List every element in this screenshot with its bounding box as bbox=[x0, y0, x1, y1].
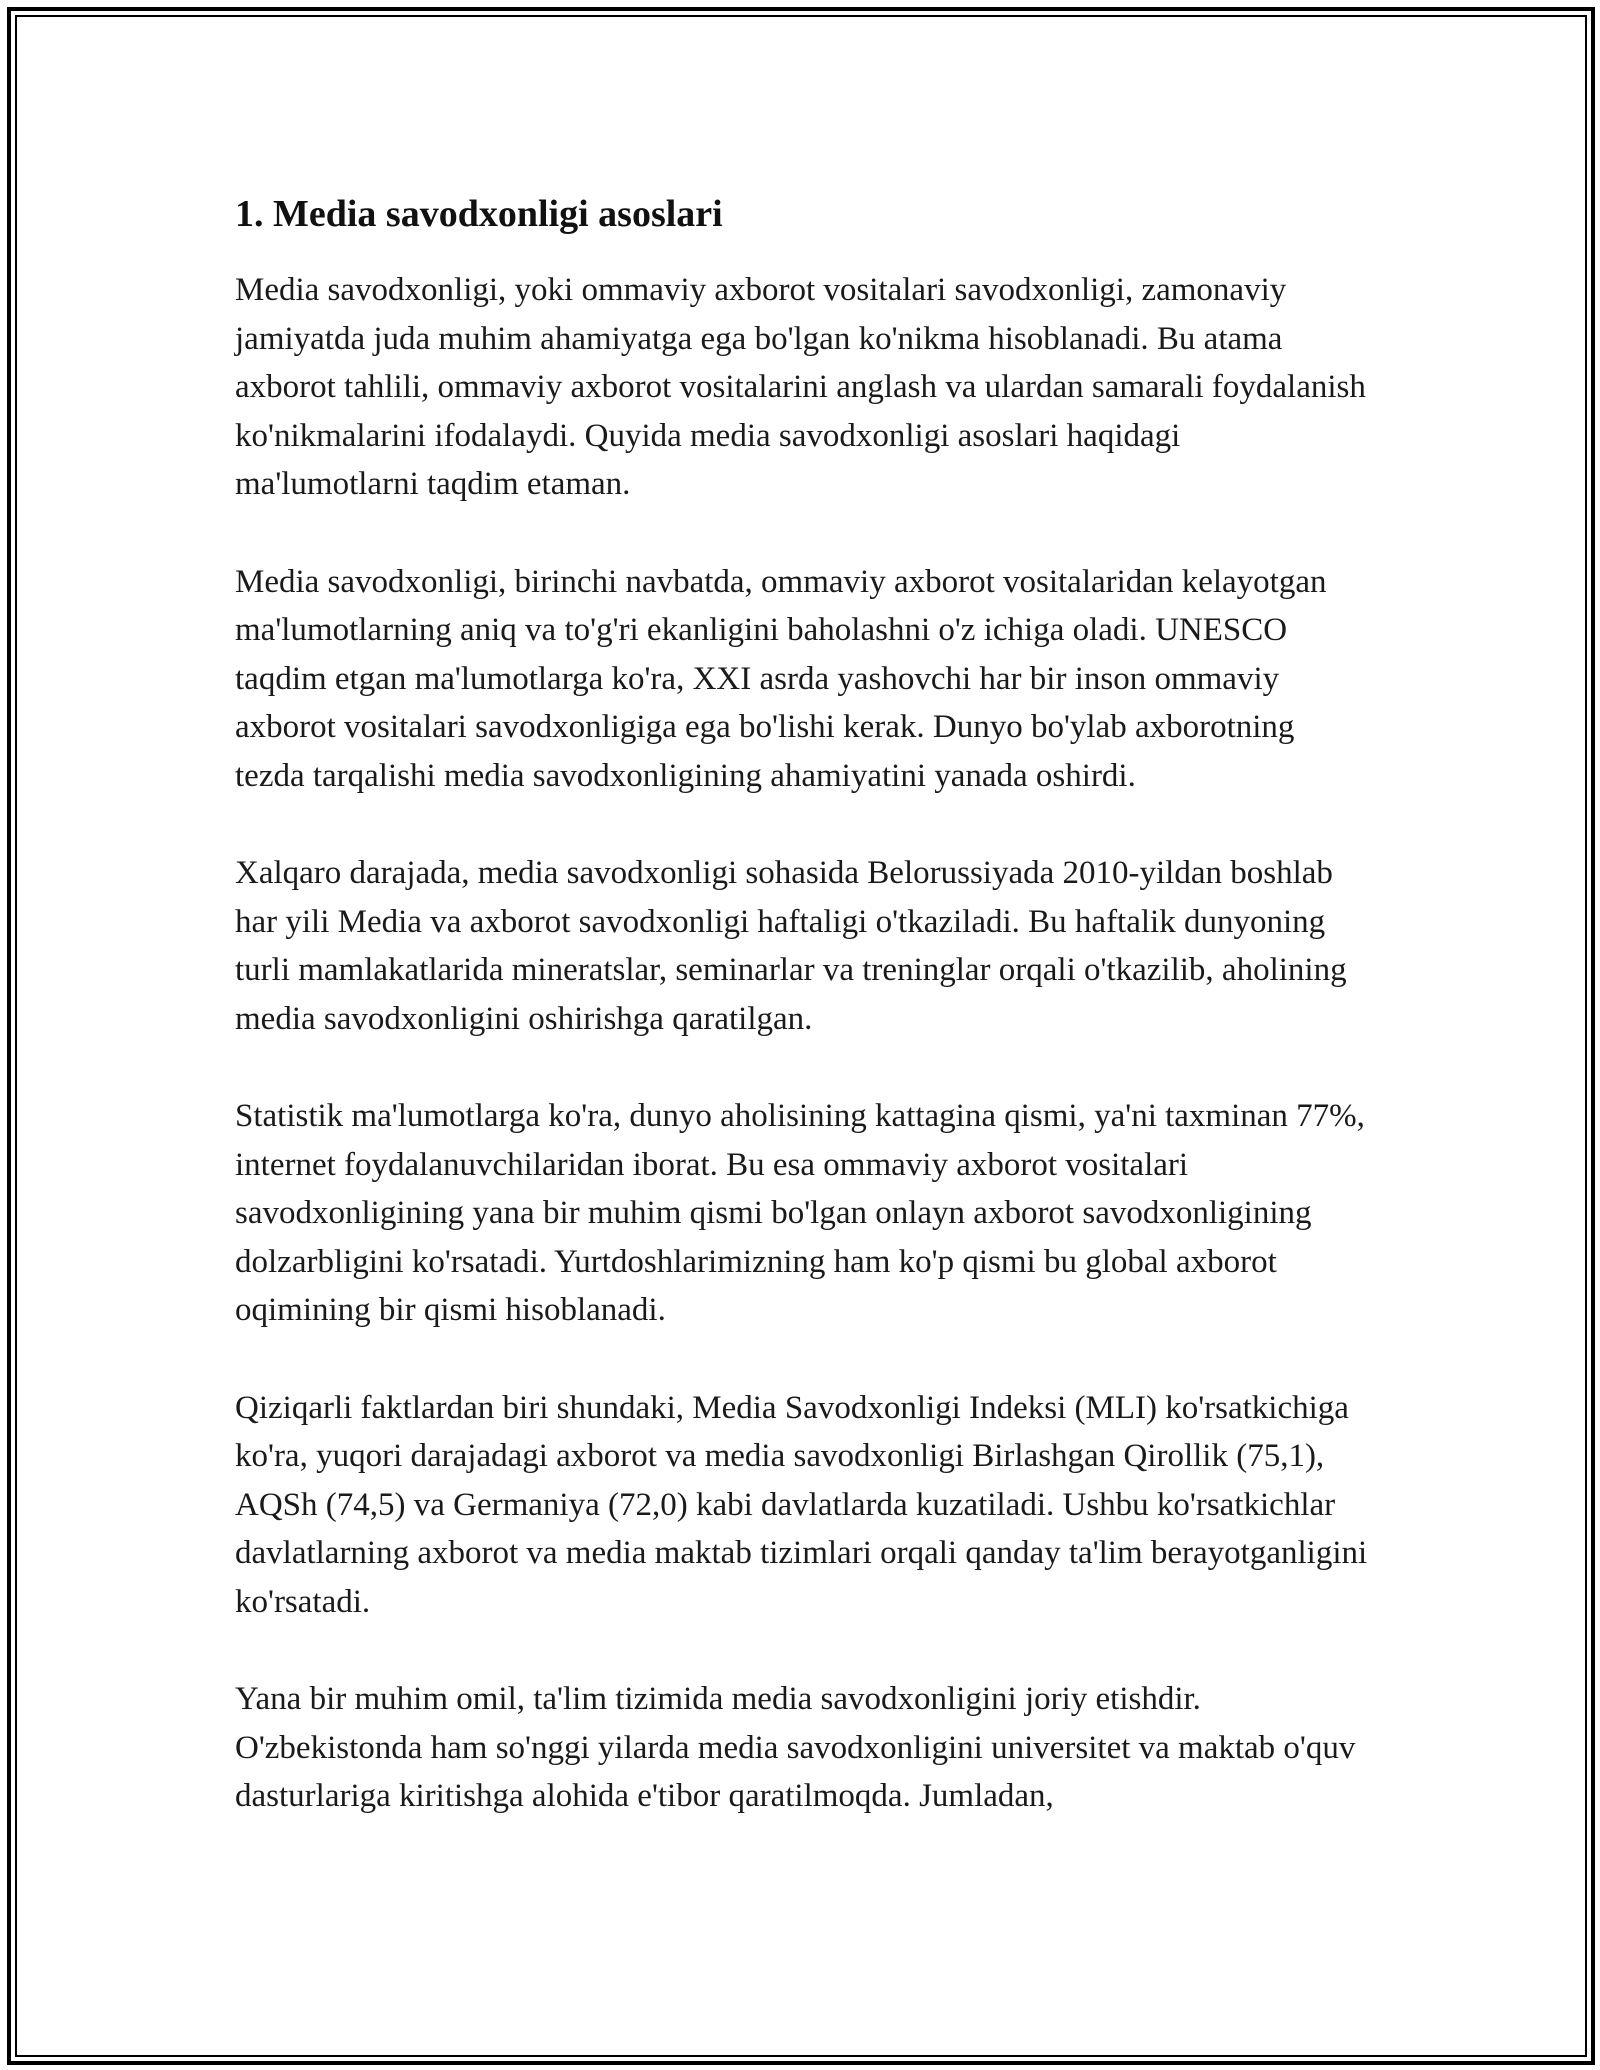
paragraph-international: Xalqaro darajada, media savodxonligi sohasida Belorussiyada 2010-yildan boshlab har yili Media va axborot savodxonligi haftaligi o'tkaziladi. Bu haftalik dunyoning turli mamlakatlarida mineratslar, seminarlar va treninglar orqali o'tkazilib, aholining media savodxonligini oshirishga qaratilgan. bbox=[235, 855, 1347, 1037]
section-heading: 1. Media savodxonligi asoslari bbox=[235, 193, 723, 235]
document-body bbox=[235, 190, 1370, 1870]
paragraph-unesco: Media savodxonligi, birinchi navbatda, ommaviy axborot vositalaridan kelayotgan ma'lumotlarning aniq va to'g'ri ekanligini baholashni o'z ichiga oladi. UNESCO taqdim etgan ma'lumotlarga ko'ra, XXI asrda yashovchi har bir inson ommaviy axborot vositalari savodxonligiga ega bo'lishi kerak. Dunyo bo'ylab axborotning tezda tarqalishi media savodxonligining ahamiyatini yanada oshirdi. bbox=[235, 563, 1327, 794]
paragraph-intro: Media savodxonligi, yoki ommaviy axborot vositalari savodxonligi, zamonaviy jamiyatda juda muhim ahamiyatga ega bo'lgan ko'nikma hisoblanadi. Bu atama axborot tahlili, ommaviy axborot vositalarini anglash va ulardan samarali foydalanish ko'nikmalarini ifodalaydi. Quyida media savodxonligi asoslari haqidagi ma'lumotlarni taqdim etaman. bbox=[235, 272, 1366, 502]
paragraph-statistics: Statistik ma'lumotlarga ko'ra, dunyo aholisining kattagina qismi, ya'ni taxminan 77%, internet foydalanuvchilaridan iborat. Bu esa ommaviy axborot vositalari savodxonligining yana bir muhim qismi bo'lgan onlayn axborot savodxonligining dolzarbligini ko'rsatadi. Yurtdoshlarimizning ham ko'p qismi bu global axborot oqimining bir qismi hisoblanadi. bbox=[235, 1098, 1365, 1328]
paragraph-mli-index: Qiziqarli faktlardan biri shundaki, Media Savodxonligi Indeksi (MLI) ko'rsatkichiga ko'ra, yuqori darajadagi axborot va media savodxonligi Birlashgan Qirollik (75,1), AQSh (74,5) va Germaniya (72,0) kabi davlatlarda kuzatiladi. Ushbu ko'rsatkichlar davlatlarning axborot va media maktab tizimlari orqali qanday ta'lim berayotganligini ko'rsatadi. bbox=[235, 1389, 1368, 1620]
paragraph-education: Yana bir muhim omil, ta'lim tizimida media savodxonligini joriy etishdir. O'zbekistonda ham so'nggi yilarda media savodxonligini universitet va maktab o'quv dasturlariga kiritishga alohida e'tibor qaratilmoqda. Jumladan, bbox=[235, 1681, 1356, 1814]
